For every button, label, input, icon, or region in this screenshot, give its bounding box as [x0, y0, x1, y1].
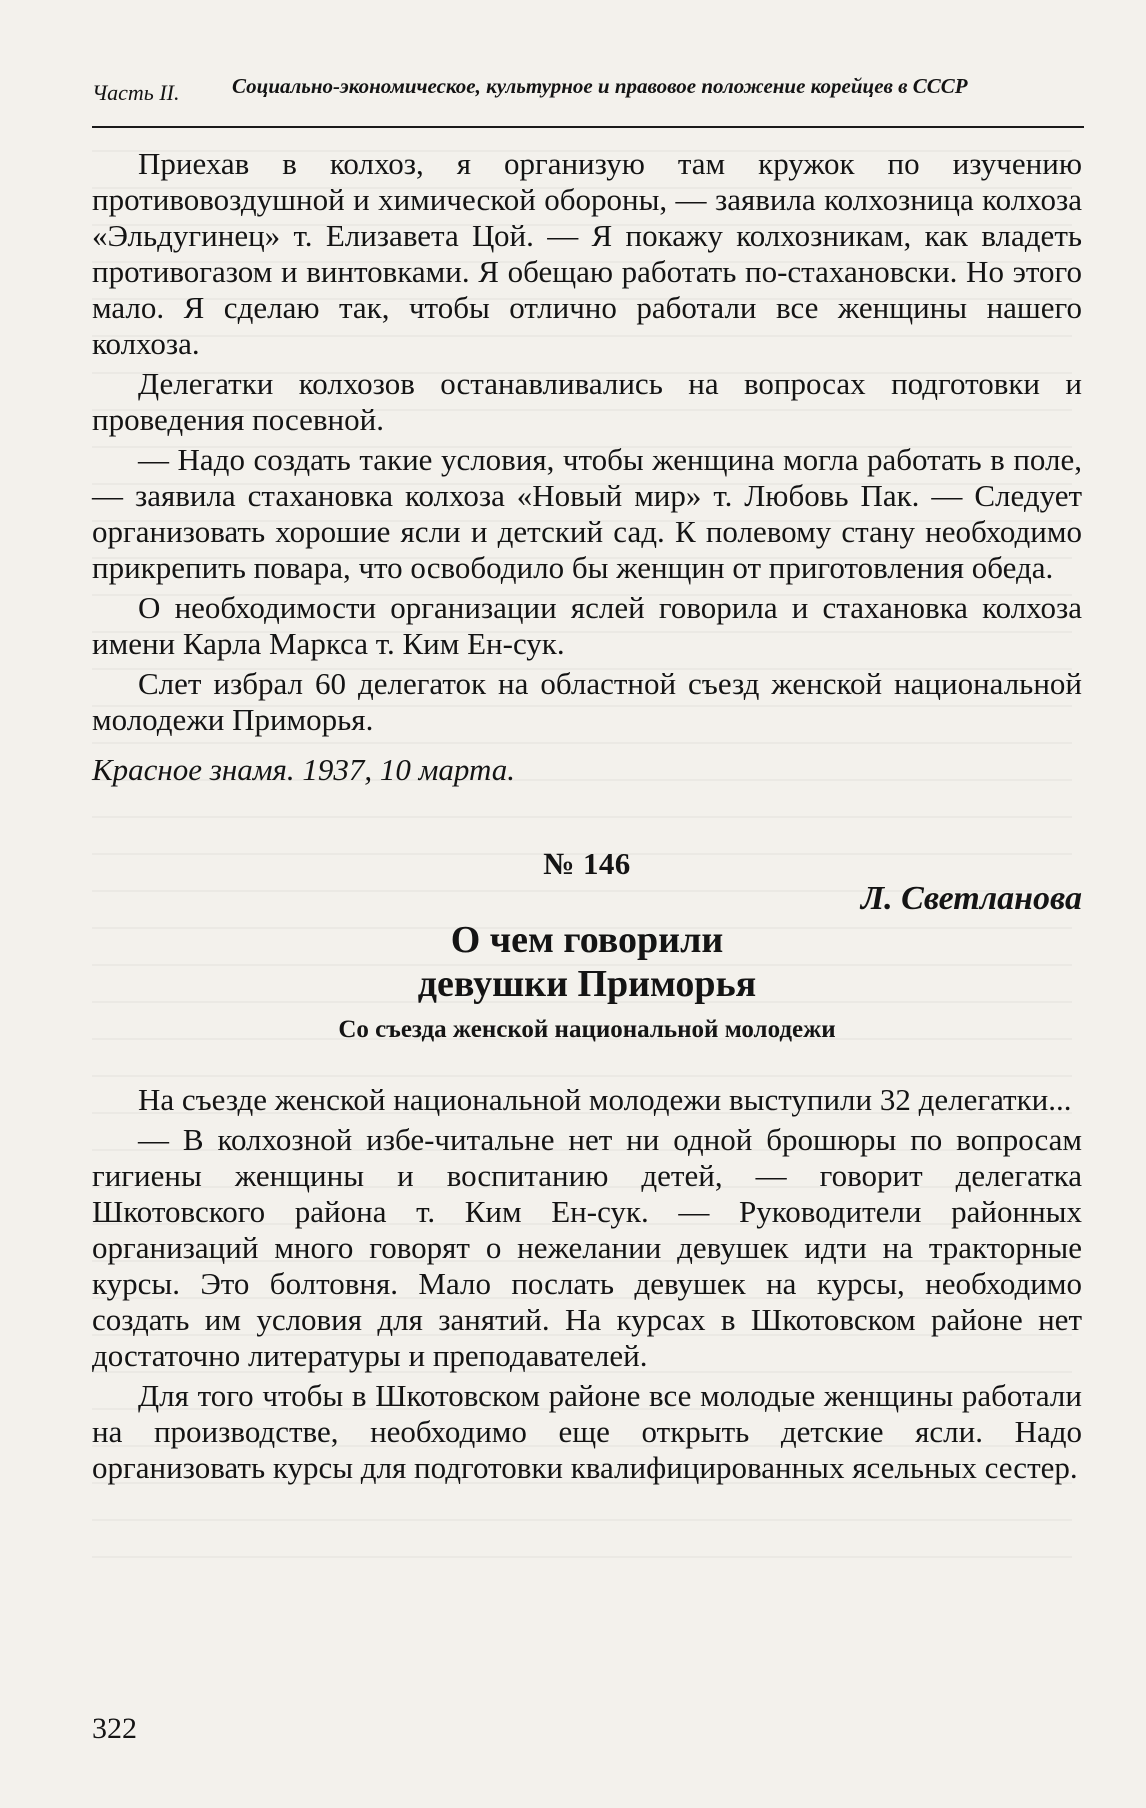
- header-rule: [92, 126, 1084, 128]
- document-number: № 146: [543, 846, 631, 881]
- paragraph-3: — Надо создать такие условия, чтобы женщина могла работать в поле, — заявила стахановка колхоза «Новый мир» т. Любовь Пак. — Следует организовать хорошие ясли и детский сад. К полевому стану необходимо прикрепить повара, что освободило бы женщин от приготовления обеда.: [92, 442, 1082, 585]
- document-title-line-2: девушки Приморья: [417, 963, 757, 1005]
- source-citation: Красное знамя. 1937, 10 марта.: [92, 752, 516, 787]
- document-author: Л. Светланова: [860, 880, 1082, 917]
- paragraph-7: — В колхозной избе-читальне нет ни одной брошюры по вопросам гигиены женщины и воспитанию детей, — говорит делегатка Шкотовского района т. Ким Ен-сук. — Руководители районных организаций много говорят о нежелании девушек идти на тракторные курсы. Это болтовня. Мало послать девушек на курсы, необходимо создать им условия для занятий. На курсах в Шкотовском районе нет достаточно литературы и преподавателей.: [92, 1122, 1082, 1373]
- page-body: [92, 146, 1082, 1486]
- paragraph-6: На съезде женской национальной молодежи выступили 32 делегатки...: [138, 1082, 1072, 1117]
- page-number: 322: [92, 1712, 137, 1745]
- paragraph-8: Для того чтобы в Шкотовском районе все молодые женщины работали на производстве, необходимо еще открыть детские ясли. Надо организовать курсы для подготовки квалифицированных ясельных сестер.: [92, 1378, 1082, 1485]
- paragraph-5: Слет избрал 60 делегаток на областной съезд женской национальной молодежи Приморья.: [92, 666, 1082, 737]
- paragraph-1: Приехав в колхоз, я организую там кружок по изучению противовоздушной и химической обороны, — заявила колхозница колхоза «Эльдугинец» т. Елизавета Цой. — Я покажу колхозникам, как владеть противогазом и винтовками. Я обещаю работать по-стахановски. Но этого мало. Я сделаю так, чтобы отлично работали все женщины нашего колхоза.: [92, 146, 1082, 361]
- document-title-line-1: О чем говорили: [450, 919, 724, 961]
- document-subtitle: Со съезда женской национальной молодежи: [338, 1016, 836, 1043]
- header-title: Социально-экономическое, культурное и правовое положение корейцев в СССР: [232, 74, 968, 98]
- paragraph-4: О необходимости организации яслей говорила и стахановка колхоза имени Карла Маркса т. Ким Ен-сук.: [92, 590, 1082, 661]
- running-header: [92, 72, 1082, 132]
- header-part-label: Часть II.: [92, 80, 180, 105]
- paragraph-2: Делегатки колхозов останавливались на вопросах подготовки и проведения посевной.: [92, 366, 1082, 437]
